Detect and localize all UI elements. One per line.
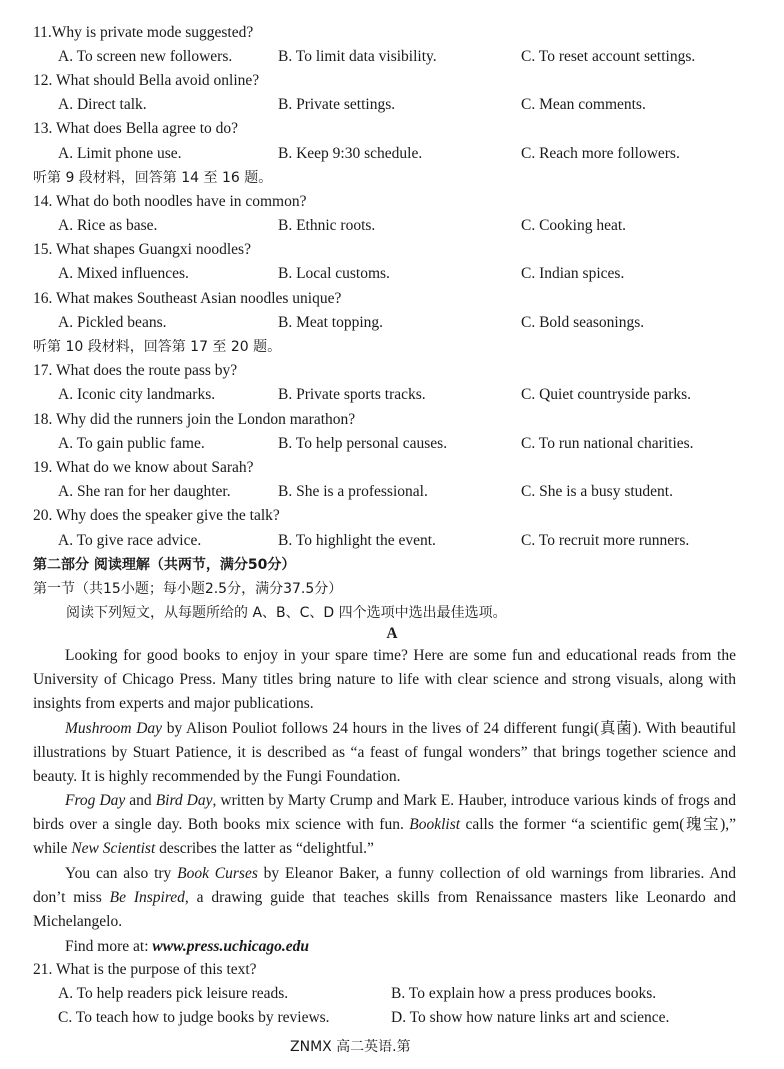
question-19: 19. What do we know about Sarah? <box>33 459 254 476</box>
option-13c: C. Reach more followers. <box>521 145 680 162</box>
option-21c: C. To teach how to judge books by reviews. <box>58 1009 330 1026</box>
option-12c: C. Mean comments. <box>521 96 646 113</box>
book-title-book-curses: Book Curses <box>177 865 258 882</box>
press-url: www.press.uchicago.edu <box>152 938 310 955</box>
part-two-title: 第二部分 阅读理解（共两节，满分50分） <box>33 557 296 573</box>
find-more-line: Find more at: www.press.uchicago.edu <box>65 938 310 955</box>
passage-label: A <box>386 625 398 642</box>
option-18b: B. To help personal causes. <box>278 435 448 452</box>
option-15c: C. Indian spices. <box>521 265 625 282</box>
question-20: 20. Why does the speaker give the talk? <box>33 507 280 524</box>
option-17a: A. Iconic city landmarks. <box>58 386 216 403</box>
page-footer: ZNMX 高二英语.第 <box>290 1039 411 1055</box>
option-11c: C. To reset account settings. <box>521 48 696 65</box>
instruction-part9: 听第 9 段材料，回答第 14 至 16 题。 <box>33 170 273 186</box>
option-16a: A. Pickled beans. <box>58 314 167 331</box>
paragraph-1: Looking for good books to enjoy in your spare time? Here are some fun and educational reads from the University of Chicago Press. Many titles bring nature to life with clear science and strong visuals, along with insights from experts and major publications. <box>33 647 736 713</box>
book-title-mushroom-day: Mushroom Day <box>65 720 163 737</box>
question-13: 13. What does Bella agree to do? <box>33 120 239 137</box>
option-18a: A. To gain public fame. <box>58 435 205 452</box>
question-12: 12. What should Bella avoid online? <box>33 72 260 89</box>
option-14b: B. Ethnic roots. <box>278 217 376 234</box>
source-new-scientist: New Scientist <box>71 840 156 858</box>
option-11a: A. To screen new followers. <box>58 48 233 65</box>
question-14: 14. What do both noodles have in common? <box>33 193 307 210</box>
book-title-be-inspired: Be Inspired <box>109 889 185 907</box>
option-21a: A. To help readers pick leisure reads. <box>58 985 289 1002</box>
reading-direction: 阅读下列短文，从每题所给的 A、B、C、D 四个选项中选出最佳选项。 <box>66 605 507 621</box>
option-20a: A. To give race advice. <box>58 532 202 549</box>
option-15b: B. Local customs. <box>278 265 390 282</box>
option-14c: C. Cooking heat. <box>521 217 627 234</box>
option-16b: B. Meat topping. <box>278 314 384 331</box>
question-17: 17. What does the route pass by? <box>33 362 238 379</box>
question-21: 21. What is the purpose of this text? <box>33 961 257 978</box>
option-16c: C. Bold seasonings. <box>521 314 645 331</box>
option-21b: B. To explain how a press produces books. <box>391 985 657 1002</box>
option-21d: D. To show how nature links art and science. <box>391 1009 670 1026</box>
source-booklist: Booklist <box>409 816 461 834</box>
book-title-frog-day: Frog Day <box>65 792 126 809</box>
option-19b: B. She is a professional. <box>278 483 428 500</box>
option-17c: C. Quiet countryside parks. <box>521 386 692 403</box>
option-13a: A. Limit phone use. <box>58 145 182 162</box>
option-12a: A. Direct talk. <box>58 96 147 113</box>
option-13b: B. Keep 9:30 schedule. <box>278 145 423 162</box>
option-11b: B. To limit data visibility. <box>278 48 437 65</box>
book-title-bird-day: Bird Day <box>155 792 213 809</box>
instruction-part10: 听第 10 段材料，回答第 17 至 20 题。 <box>33 339 282 355</box>
paragraph-4: You can also try Book Curses by Eleanor Baker, a funny collection of old warnings from libraries. And don’t miss Be Inspired, a drawing guide that teaches skills from Renaissance masters like Leonardo and Michelangelo. <box>33 865 736 931</box>
question-16: 16. What makes Southeast Asian noodles unique? <box>33 290 342 307</box>
option-20c: C. To recruit more runners. <box>521 532 690 549</box>
option-19a: A. She ran for her daughter. <box>58 483 231 500</box>
question-11: 11.Why is private mode suggested? <box>33 24 254 41</box>
question-15: 15. What shapes Guangxi noodles? <box>33 241 251 258</box>
option-20b: B. To highlight the event. <box>278 532 436 549</box>
question-18: 18. Why did the runners join the London marathon? <box>33 411 356 428</box>
option-14a: A. Rice as base. <box>58 217 158 234</box>
option-12b: B. Private settings. <box>278 96 396 113</box>
option-18c: C. To run national charities. <box>521 435 694 452</box>
option-19c: C. She is a busy student. <box>521 483 673 500</box>
section-one-title: 第一节（共15小题；每小题2.5分，满分37.5分） <box>33 581 343 597</box>
option-17b: B. Private sports tracks. <box>278 386 426 403</box>
fade-overlay <box>430 1026 784 1069</box>
paragraph-2: Mushroom Day by Alison Pouliot follows 24 hours in the lives of 24 different fungi(真菌). With beautiful illustrations by Stuart Patience, it is described as “a feast of fungal wonders” that brings together science and beauty. It is highly recommended by the Fungi Foundation. <box>33 720 736 786</box>
paragraph-3: Frog Day and Bird Day, written by Marty Crump and Mark E. Hauber, introduce various kinds of frogs and birds over a single day. Both books mix science with fun. Booklist calls the former “a scientific gem(瑰宝),” while New Scientist describes the latter as “delightful.” <box>33 792 737 858</box>
option-15a: A. Mixed influences. <box>58 265 189 282</box>
